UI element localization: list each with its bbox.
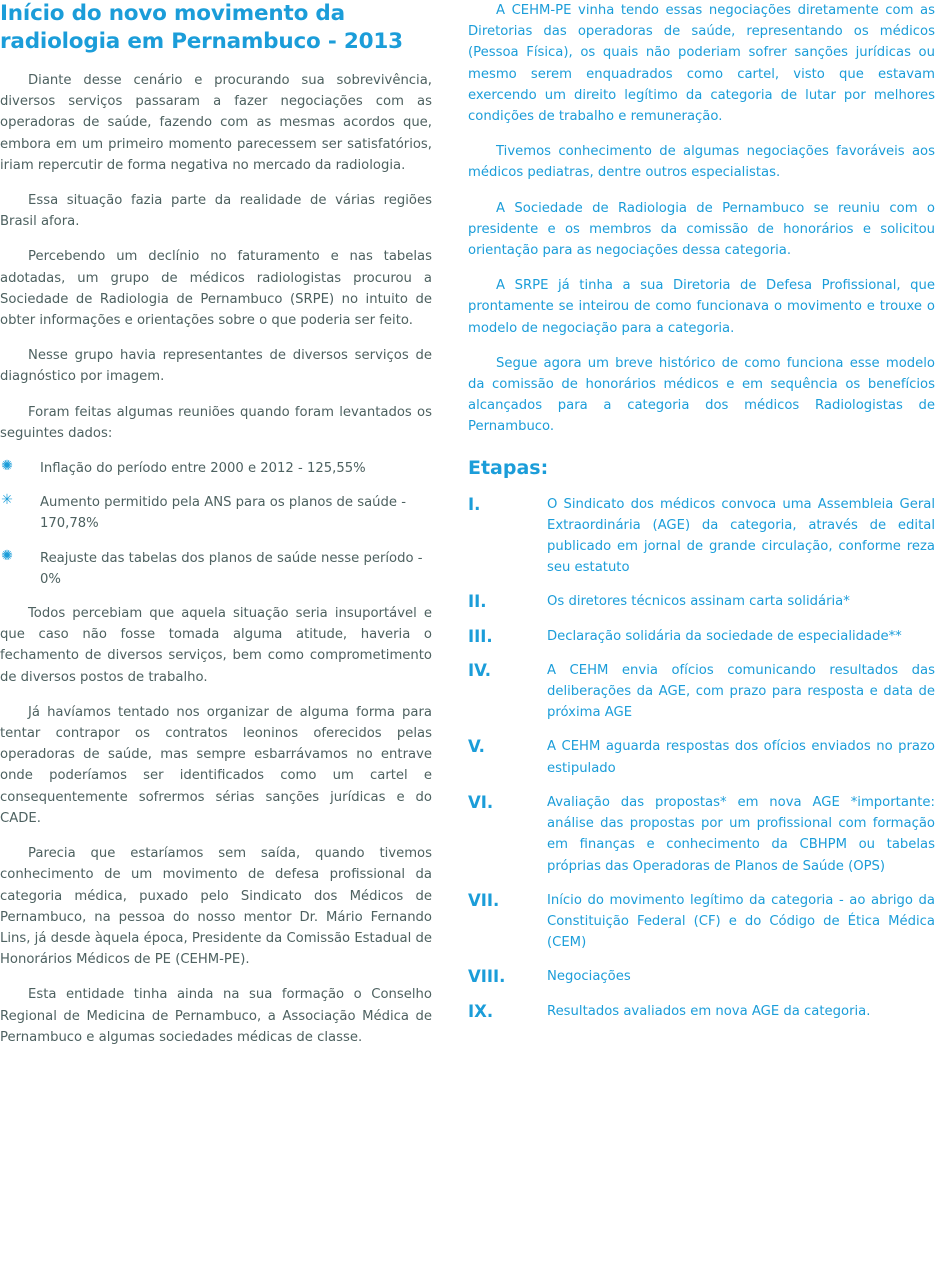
list-item-label: Reajuste das tabelas dos planos de saúde nesse período - 0% (40, 550, 423, 587)
paragraph: Segue agora um breve histórico de como funciona esse modelo da comissão de honorários médicos e em sequência os benefícios alcançados para a categoria dos médicos Radiologistas de Pernambuco. (468, 355, 935, 435)
paragraph: Foram feitas algumas reuniões quando foram levantados os seguintes dados: (0, 404, 432, 441)
list-item (468, 1001, 935, 1022)
step-label: Declaração solidária da sociedade de especialidade** (547, 628, 902, 644)
paragraph: Diante desse cenário e procurando sua sobrevivência, diversos serviços passaram a fazer negociações com as operadoras de saúde, fazendo com as mesmas acordos que, embora em um primeiro momento parecessem ser satisfatórios, iriam repercutir de forma negativa no mercado da radiologia. (0, 73, 432, 173)
list-item (468, 660, 935, 724)
list-item (0, 548, 432, 590)
list-item (468, 792, 935, 877)
paragraph: Percebendo um declínio no faturamento e nas tabelas adotadas, um grupo de médicos radiologistas procurou a Sociedade de Radiologia de Pernambuco (SRPE) no intuito de obter informações e orientações sobre o que poderia ser feito. (0, 249, 432, 329)
page-title: Início do novo movimento da radiologia em Pernambuco - 2013 (0, 1, 403, 54)
asterisk-icon: ✺ (1, 458, 13, 475)
step-number: III. (468, 626, 493, 646)
list-item (468, 736, 935, 778)
asterisk-icon: ✺ (1, 547, 13, 564)
step-number: I. (468, 494, 481, 514)
step-label: A CEHM envia ofícios comunicando resultados das deliberações da AGE, com prazo para resposta e data de próxima AGE (547, 662, 935, 721)
step-label: Negociações (547, 969, 631, 985)
list-item (468, 591, 935, 612)
list-item (468, 890, 935, 954)
list-item (468, 626, 935, 647)
list-item (0, 492, 432, 534)
paragraph: Parecia que estaríamos sem saída, quando tivemos conhecimento de um movimento de defesa profissional da categoria médica, puxado pelo Sindicato dos Médicos de Pernambuco, na pessoa do nosso mentor Dr. Mário Fernando Lins, já desde àquela época, Presidente da Comissão Estadual de Honorários Médicos de PE (CEHM-PE). (0, 846, 432, 968)
paragraph: A Sociedade de Radiologia de Pernambuco se reuniu com o presidente e os membros da comissão de honorários e solicitou orientação para as negociações dessa categoria. (468, 200, 935, 259)
paragraph: Essa situação fazia parte da realidade de várias regiões Brasil afora. (0, 193, 432, 230)
list-item-label: Inflação do período entre 2000 e 2012 - 125,55% (40, 461, 366, 477)
list-item-label: Aumento permitido pela ANS para os planos de saúde - 170,78% (40, 495, 406, 532)
list-item (468, 494, 935, 579)
list-item (0, 458, 432, 479)
step-label: Avaliação das propostas* em nova AGE *importante: análise das propostas por um profissional com formação em finanças e conhecimento da CBHPM ou tabelas próprias das Operadoras de Planos de Saúde (OPS) (547, 794, 935, 874)
step-label: Resultados avaliados em nova AGE da categoria. (547, 1003, 871, 1019)
right-column (468, 0, 935, 1276)
step-label: A CEHM aguarda respostas dos ofícios enviados no prazo estipulado (547, 739, 935, 776)
steps-list (468, 494, 935, 1022)
step-label: O Sindicato dos médicos convoca uma Assembleia Geral Extraordinária (AGE) da categoria, através de edital publicado em jornal de grande circulação, conforme reza seu estatuto (547, 496, 935, 576)
paragraph: Já havíamos tentado nos organizar de alguma forma para tentar contrapor os contratos leoninos oferecidos pelas operadoras de saúde, mas sempre esbarrávamos no entrave onde poderíamos ser identificados como um cartel e consequentemente sofrermos sérias sanções jurídicas e do CADE. (0, 704, 432, 826)
step-number: VII. (468, 890, 500, 910)
bullet-list (0, 458, 432, 590)
list-item (468, 966, 935, 987)
step-number: VI. (468, 792, 494, 812)
step-number: IX. (468, 1001, 494, 1021)
step-number: V. (468, 737, 485, 757)
step-label: Início do movimento legítimo da categoria - ao abrigo da Constituição Federal (CF) e do Código de Ética Médica (CEM) (547, 892, 935, 951)
paragraph: A CEHM-PE vinha tendo essas negociações diretamente com as Diretorias das operadoras de saúde, representando os médicos (Pessoa Física), os quais não poderiam sofrer sanções jurídicas ou mesmo serem enquadrados como cartel, visto que estavam exercendo um direito legítimo da categoria de lutar por melhores condições de trabalho e remuneração. (468, 3, 935, 125)
asterisk-icon: ✳ (1, 492, 13, 509)
paragraph: Tivemos conhecimento de algumas negociações favoráveis aos médicos pediatras, dentre outros especialistas. (468, 144, 935, 181)
step-number: II. (468, 592, 487, 612)
step-number: IV. (468, 660, 492, 680)
paragraph: Nesse grupo havia representantes de diversos serviços de diagnóstico por imagem. (0, 348, 432, 385)
paragraph: Todos percebiam que aquela situação seria insuportável e que caso não fosse tomada alguma atitude, haveria o fechamento de diversos serviços, bem como comprometimento de diversos postos de trabalho. (0, 606, 432, 685)
section-heading-etapas: Etapas: (468, 456, 549, 479)
step-number: VIII. (468, 967, 506, 987)
paragraph: A SRPE já tinha a sua Diretoria de Defesa Profissional, que prontamente se inteirou de como funcionava o movimento e trouxe o modelo de negociação para a categoria. (468, 278, 935, 336)
step-label: Os diretores técnicos assinam carta solidária* (547, 594, 850, 610)
paragraph: Esta entidade tinha ainda na sua formação o Conselho Regional de Medicina de Pernambuco, a Associação Médica de Pernambuco e algumas sociedades médicas de classe. (0, 987, 432, 1045)
